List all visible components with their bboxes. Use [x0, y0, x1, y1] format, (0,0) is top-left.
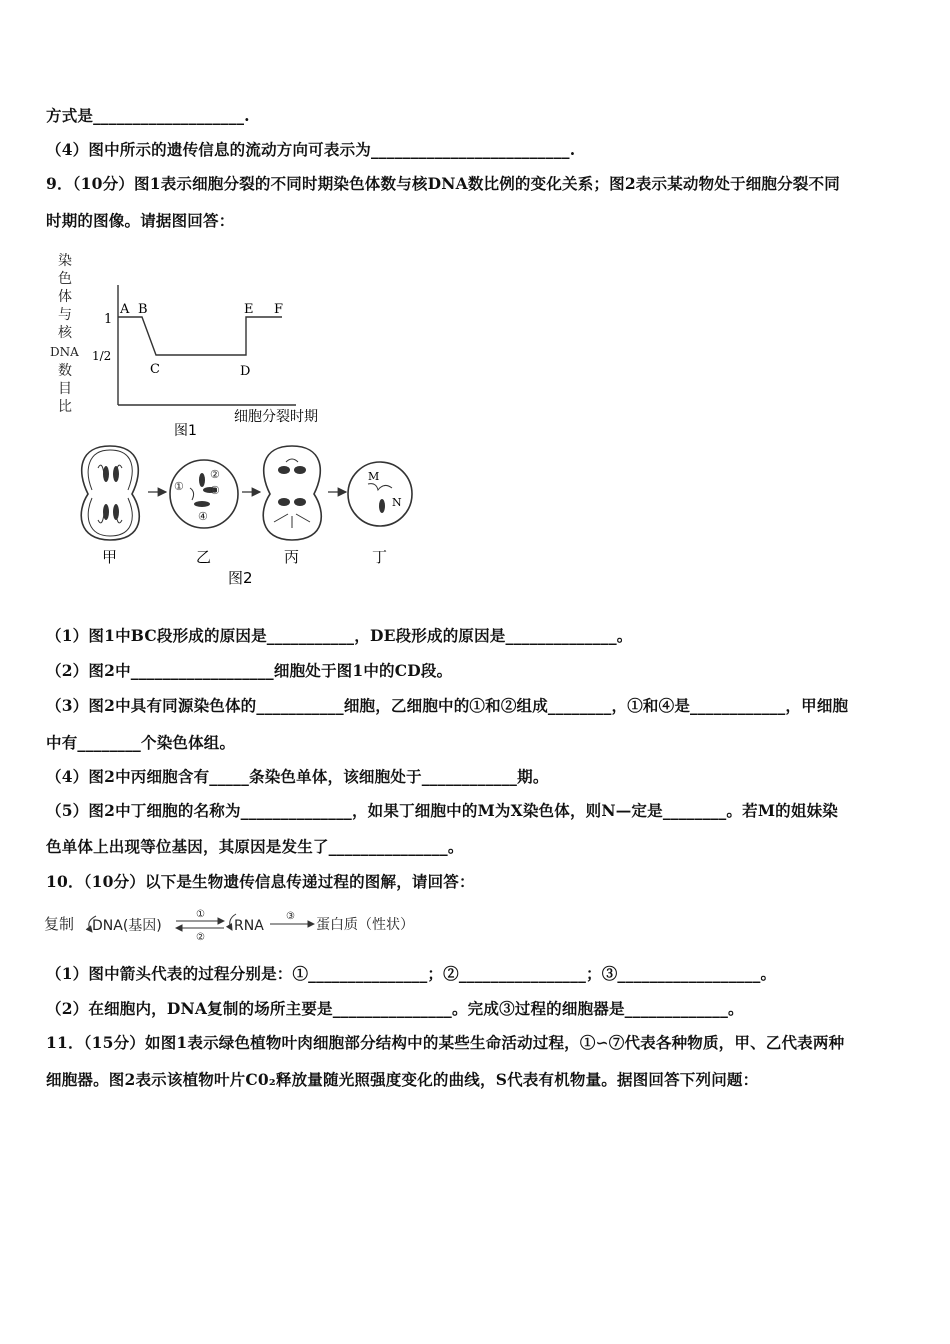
- q10-sub1: （1）图中箭头代表的过程分别是：①_______________；②________________；③__________________。: [46, 964, 777, 983]
- flow-rna: RNA: [234, 918, 264, 934]
- cell-jia: [81, 446, 139, 540]
- cell-label-bing: 丙: [284, 548, 300, 566]
- fig1-point-label: F: [274, 302, 284, 317]
- text-line: 色单体上出现等位基因，其原因是发生了_______________。: [46, 837, 464, 856]
- fig1-point-label: B: [138, 302, 148, 317]
- fig2-caption: 图2: [228, 569, 253, 587]
- fig1-ylabel-char: 色: [58, 271, 72, 287]
- yi-label-1: ①: [174, 480, 184, 493]
- q9-sub5: （5）图2中丁细胞的名称为______________，如果丁细胞中的M为X染色体，则N—定是________。若M的姐妹染: [46, 801, 838, 820]
- text-line: 细胞器。图2表示该植物叶片C0₂释放量随光照强度变化的曲线，S代表有机物量。据图回答下列问题：: [46, 1070, 759, 1089]
- fig1-ytick-half: 1/2: [92, 349, 112, 363]
- fig1-point-label: C: [150, 362, 160, 377]
- yi-label-2: ②: [210, 468, 220, 481]
- q9-sub3: （3）图2中具有同源染色体的___________细胞，乙细胞中的①和②组成________，①和④是____________，甲细胞: [46, 696, 849, 715]
- flow-step-1: ①: [196, 909, 205, 920]
- figure-2-cells: [70, 440, 420, 590]
- q9-sub2: （2）图2中__________________细胞处于图1中的CD段。: [46, 661, 453, 680]
- cell-label-yi: 乙: [196, 548, 212, 566]
- cell-label-ding: 丁: [372, 548, 388, 566]
- cell-label-jia: 甲: [102, 548, 118, 566]
- flow-step-3: ③: [286, 911, 295, 922]
- q10-sub2: （2）在细胞内，DNA复制的场所主要是_______________。完成③过程的细胞器是_____________。: [46, 999, 744, 1018]
- fig1-ylabel-char: 体: [58, 289, 72, 305]
- question-11-title: 11．（15分）如图1表示绿色植物叶肉细胞部分结构中的某些生命活动过程，①∽⑦代表各种物质，甲、乙代表两种: [46, 1033, 845, 1052]
- question-9-title: 9．（10分）图1表示细胞分裂的不同时期染色体数与核DNA数比例的变化关系；图2表示某动物处于细胞分裂不同: [46, 174, 840, 193]
- flow-protein: 蛋白质（性状）: [316, 917, 414, 933]
- q9-sub1: （1）图1中BC段形成的原因是___________，DE段形成的原因是______________。: [46, 626, 633, 645]
- fig1-caption: 图1: [174, 423, 197, 439]
- fig1-ylabel-char: 与: [58, 307, 72, 323]
- q9-sub4: （4）图2中丙细胞含有_____条染色单体，该细胞处于____________期。: [46, 767, 549, 786]
- fig1-xlabel: 细胞分裂时期: [234, 409, 318, 425]
- fig1-ytick-1: 1: [104, 312, 113, 327]
- figure-1-chart: [46, 245, 356, 440]
- fig1-point-label: E: [244, 302, 254, 317]
- fig1-ylabel-char: 数: [58, 363, 72, 379]
- cell-ding: [348, 462, 412, 526]
- fig1-ylabel-char: 核: [58, 325, 72, 341]
- gene-flow-diagram: [44, 902, 464, 944]
- yi-label-4: ④: [198, 510, 208, 523]
- fig1-ylabel-char: 比: [58, 399, 72, 415]
- text-line: 时期的图像。请据图回答：: [46, 211, 235, 230]
- fig1-ylabel-char: DNA: [50, 345, 79, 359]
- question-10-title: 10．（10分）以下是生物遗传信息传递过程的图解，请回答：: [46, 872, 475, 891]
- ding-label-m: M: [368, 470, 380, 483]
- fig1-point-label: D: [240, 364, 251, 379]
- fig1-point-label: A: [120, 302, 130, 317]
- text-line: 方式是___________________.: [46, 106, 250, 125]
- ding-label-n: N: [392, 496, 402, 509]
- fig1-curve: [118, 317, 282, 355]
- text-line: （4）图中所示的遗传信息的流动方向可表示为_________________________.: [46, 140, 576, 159]
- flow-dna: DNA(基因): [92, 918, 162, 934]
- yi-label-3: ③: [210, 484, 220, 497]
- text-line: 中有________个染色体组。: [46, 733, 236, 752]
- fig1-ylabel-char: 染: [58, 253, 72, 269]
- flow-replication: 复制: [44, 915, 75, 933]
- flow-step-2: ②: [196, 932, 205, 943]
- fig1-ylabel-char: 目: [58, 381, 72, 397]
- cell-bing: [263, 446, 321, 540]
